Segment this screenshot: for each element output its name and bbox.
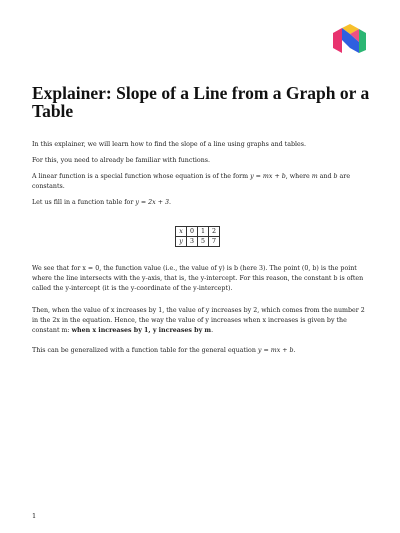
prerequisite-paragraph: For this, you need to already be familiar with functions. bbox=[32, 157, 210, 164]
page-number: 1 bbox=[32, 512, 37, 520]
page-title: Explainer: Slope of a Line from a Graph or a Table bbox=[32, 83, 370, 121]
linear-function-paragraph: A linear function is a special function whose equation is of the form y = mx + b, where m and b are constants. bbox=[32, 173, 351, 190]
generalization-paragraph: This can be generalized with a function table for the general equation y = mx + b. bbox=[32, 347, 296, 354]
equation-general: y = mx + b bbox=[250, 173, 286, 180]
table-intro-paragraph: Let us fill in a function table for y = 2x + 3. bbox=[32, 199, 172, 206]
table-cell: 5 bbox=[198, 237, 209, 247]
table-row-x bbox=[176, 227, 220, 237]
table-cell: 3 bbox=[187, 237, 198, 247]
nagwa-logo-icon bbox=[333, 24, 366, 55]
slope-paragraph: Then, when the value of x increases by 1, the value of y increases by 2, which comes from the number 2 in the 2x in the equation. Hence, the way the value of y increases when x increases is given by the constant m: when x increases by 1, y increases by m. bbox=[32, 307, 365, 334]
table-cell: 1 bbox=[198, 227, 209, 237]
table-header-y: y bbox=[176, 237, 187, 247]
table-cell: 2 bbox=[209, 227, 220, 237]
table-cell: 7 bbox=[209, 237, 220, 247]
table-row-y bbox=[176, 237, 220, 247]
function-table bbox=[175, 226, 220, 247]
table-cell: 0 bbox=[187, 227, 198, 237]
slope-rule: when x increases by 1, y increases by m bbox=[71, 327, 212, 334]
intro-paragraph: In this explainer, we will learn how to find the slope of a line using graphs and tables. bbox=[32, 141, 306, 148]
equation-general-2: y = mx + b bbox=[257, 347, 294, 354]
y-intercept-paragraph: We see that for x = 0, the function value (i.e., the value of y) is b (here 3). The point (0, b) is the point where the line intersects with the y-axis, that is, the y-intercept. For this reason, the constant b is often called the y-intercept (it is the y-coordinate of the y-intercept). bbox=[32, 265, 364, 292]
equation-example: y = 2x + 3 bbox=[135, 199, 170, 206]
table-header-x: x bbox=[176, 227, 187, 237]
